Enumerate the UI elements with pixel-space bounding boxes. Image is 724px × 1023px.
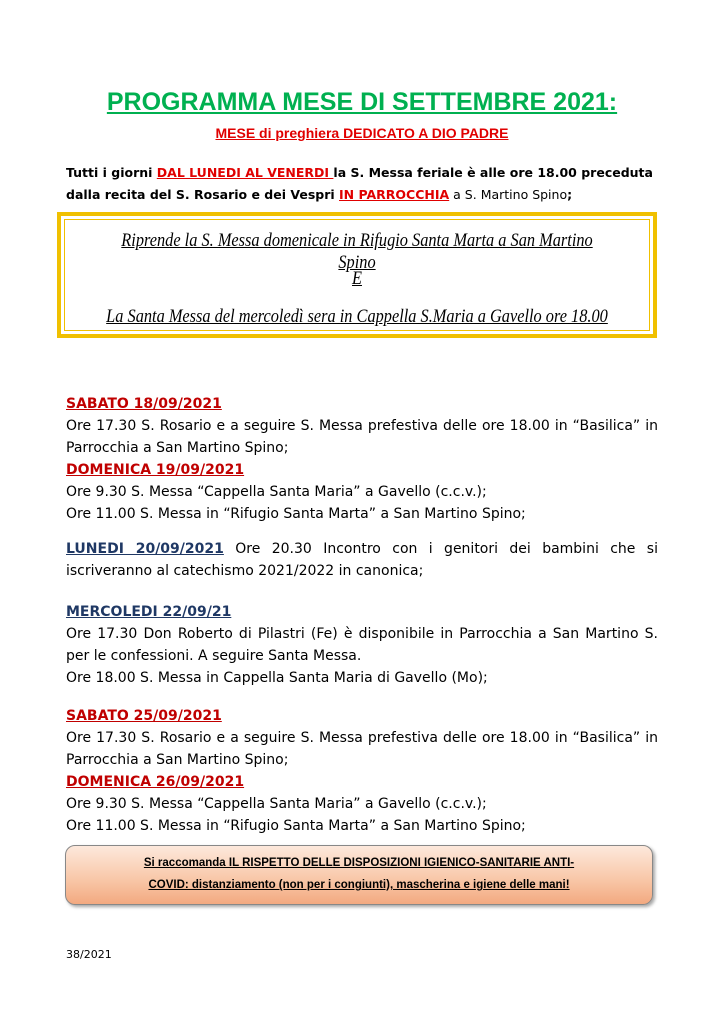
notice-line-1: Si raccomanda IL RISPETTO DELLE DISPOSIZIONI IGIENICO-SANITARIE ANTI- bbox=[143, 857, 575, 869]
sunday-1-line-2: Ore 11.00 S. Messa in “Rifugio Santa Marta” a San Martino Spino; bbox=[66, 506, 526, 522]
page-subtitle: MESE di preghiera DEDICATO A DIO PADRE bbox=[215, 125, 509, 141]
monday-text: Ore 20.30 Incontro con i genitori dei bambini che si iscriveranno al catechismo 2021/2022 in canonica; bbox=[66, 541, 658, 579]
intro-highlight-parish: IN PARROCCHIA bbox=[339, 187, 450, 202]
saturday-2-heading: SABATO 25/09/2021 bbox=[66, 708, 222, 724]
schedule-wednesday bbox=[66, 601, 658, 689]
schedule-monday bbox=[66, 538, 658, 582]
intro-text-3: a S. Martino Spino bbox=[449, 187, 568, 202]
saturday-2-text: Ore 17.30 S. Rosario e a seguire S. Messa prefestiva delle ore 18.00 in “Basilica” in Parrocchia a San Martino Spino; bbox=[66, 730, 658, 768]
announcement-line-1: Riprende la S. Messa domenicale in Rifugio Santa Marta a San Martino Spino bbox=[121, 230, 593, 273]
wednesday-line-2: Ore 18.00 S. Messa in Cappella Santa Maria di Gavello (Mo); bbox=[66, 670, 488, 686]
saturday-1-text: Ore 17.30 S. Rosario e a seguire S. Messa prefestiva delle ore 18.00 in “Basilica” in Parrocchia a San Martino Spino; bbox=[66, 418, 658, 456]
sunday-2-heading: DOMENICA 26/09/2021 bbox=[66, 774, 245, 790]
announcement-line-2: E bbox=[352, 268, 362, 289]
intro-text-2: la S. Messa feriale è alle ore 18.00 preceduta dalla recita del S. Rosario e dei Vespri bbox=[66, 165, 653, 202]
sunday-1-heading: DOMENICA 19/09/2021 bbox=[66, 462, 245, 478]
intro-text-1: Tutti i giorni bbox=[66, 165, 157, 180]
sunday-2-line-1: Ore 9.30 S. Messa “Cappella Santa Maria” a Gavello (c.c.v.); bbox=[66, 796, 487, 812]
intro-highlight-days: DAL LUNEDI AL VENERDI bbox=[156, 165, 334, 180]
announcement-line-3: La Santa Messa del mercoledì sera in Cappella S.Maria a Gavello ore 18.00 bbox=[106, 306, 608, 327]
sunday-1-line-1: Ore 9.30 S. Messa “Cappella Santa Maria” a Gavello (c.c.v.); bbox=[66, 484, 487, 500]
saturday-1-heading: SABATO 18/09/2021 bbox=[66, 396, 222, 412]
sunday-2-line-2: Ore 11.00 S. Messa in “Rifugio Santa Marta” a San Martino Spino; bbox=[66, 818, 526, 834]
covid-notice bbox=[65, 845, 653, 905]
schedule-week-2 bbox=[66, 705, 658, 837]
intro-paragraph bbox=[66, 162, 666, 206]
wednesday-line-1: Ore 17.30 Don Roberto di Pilastri (Fe) è disponibile in Parrocchia a San Martino S. per le confessioni. A seguire Santa Messa. bbox=[66, 626, 658, 664]
schedule-week-1 bbox=[66, 393, 658, 525]
wednesday-heading: MERCOLEDI 22/09/21 bbox=[66, 604, 232, 620]
page-title: PROGRAMMA MESE DI SETTEMBRE 2021: bbox=[106, 88, 618, 116]
intro-text-4: ; bbox=[567, 187, 573, 202]
announcement-box bbox=[57, 212, 657, 338]
notice-line-2: COVID: distanziamento (non per i congiunti), mascherina e igiene delle mani! bbox=[148, 879, 570, 891]
monday-heading: LUNEDI 20/09/2021 bbox=[66, 541, 224, 557]
page-footer-number: 38/2021 bbox=[66, 948, 112, 961]
